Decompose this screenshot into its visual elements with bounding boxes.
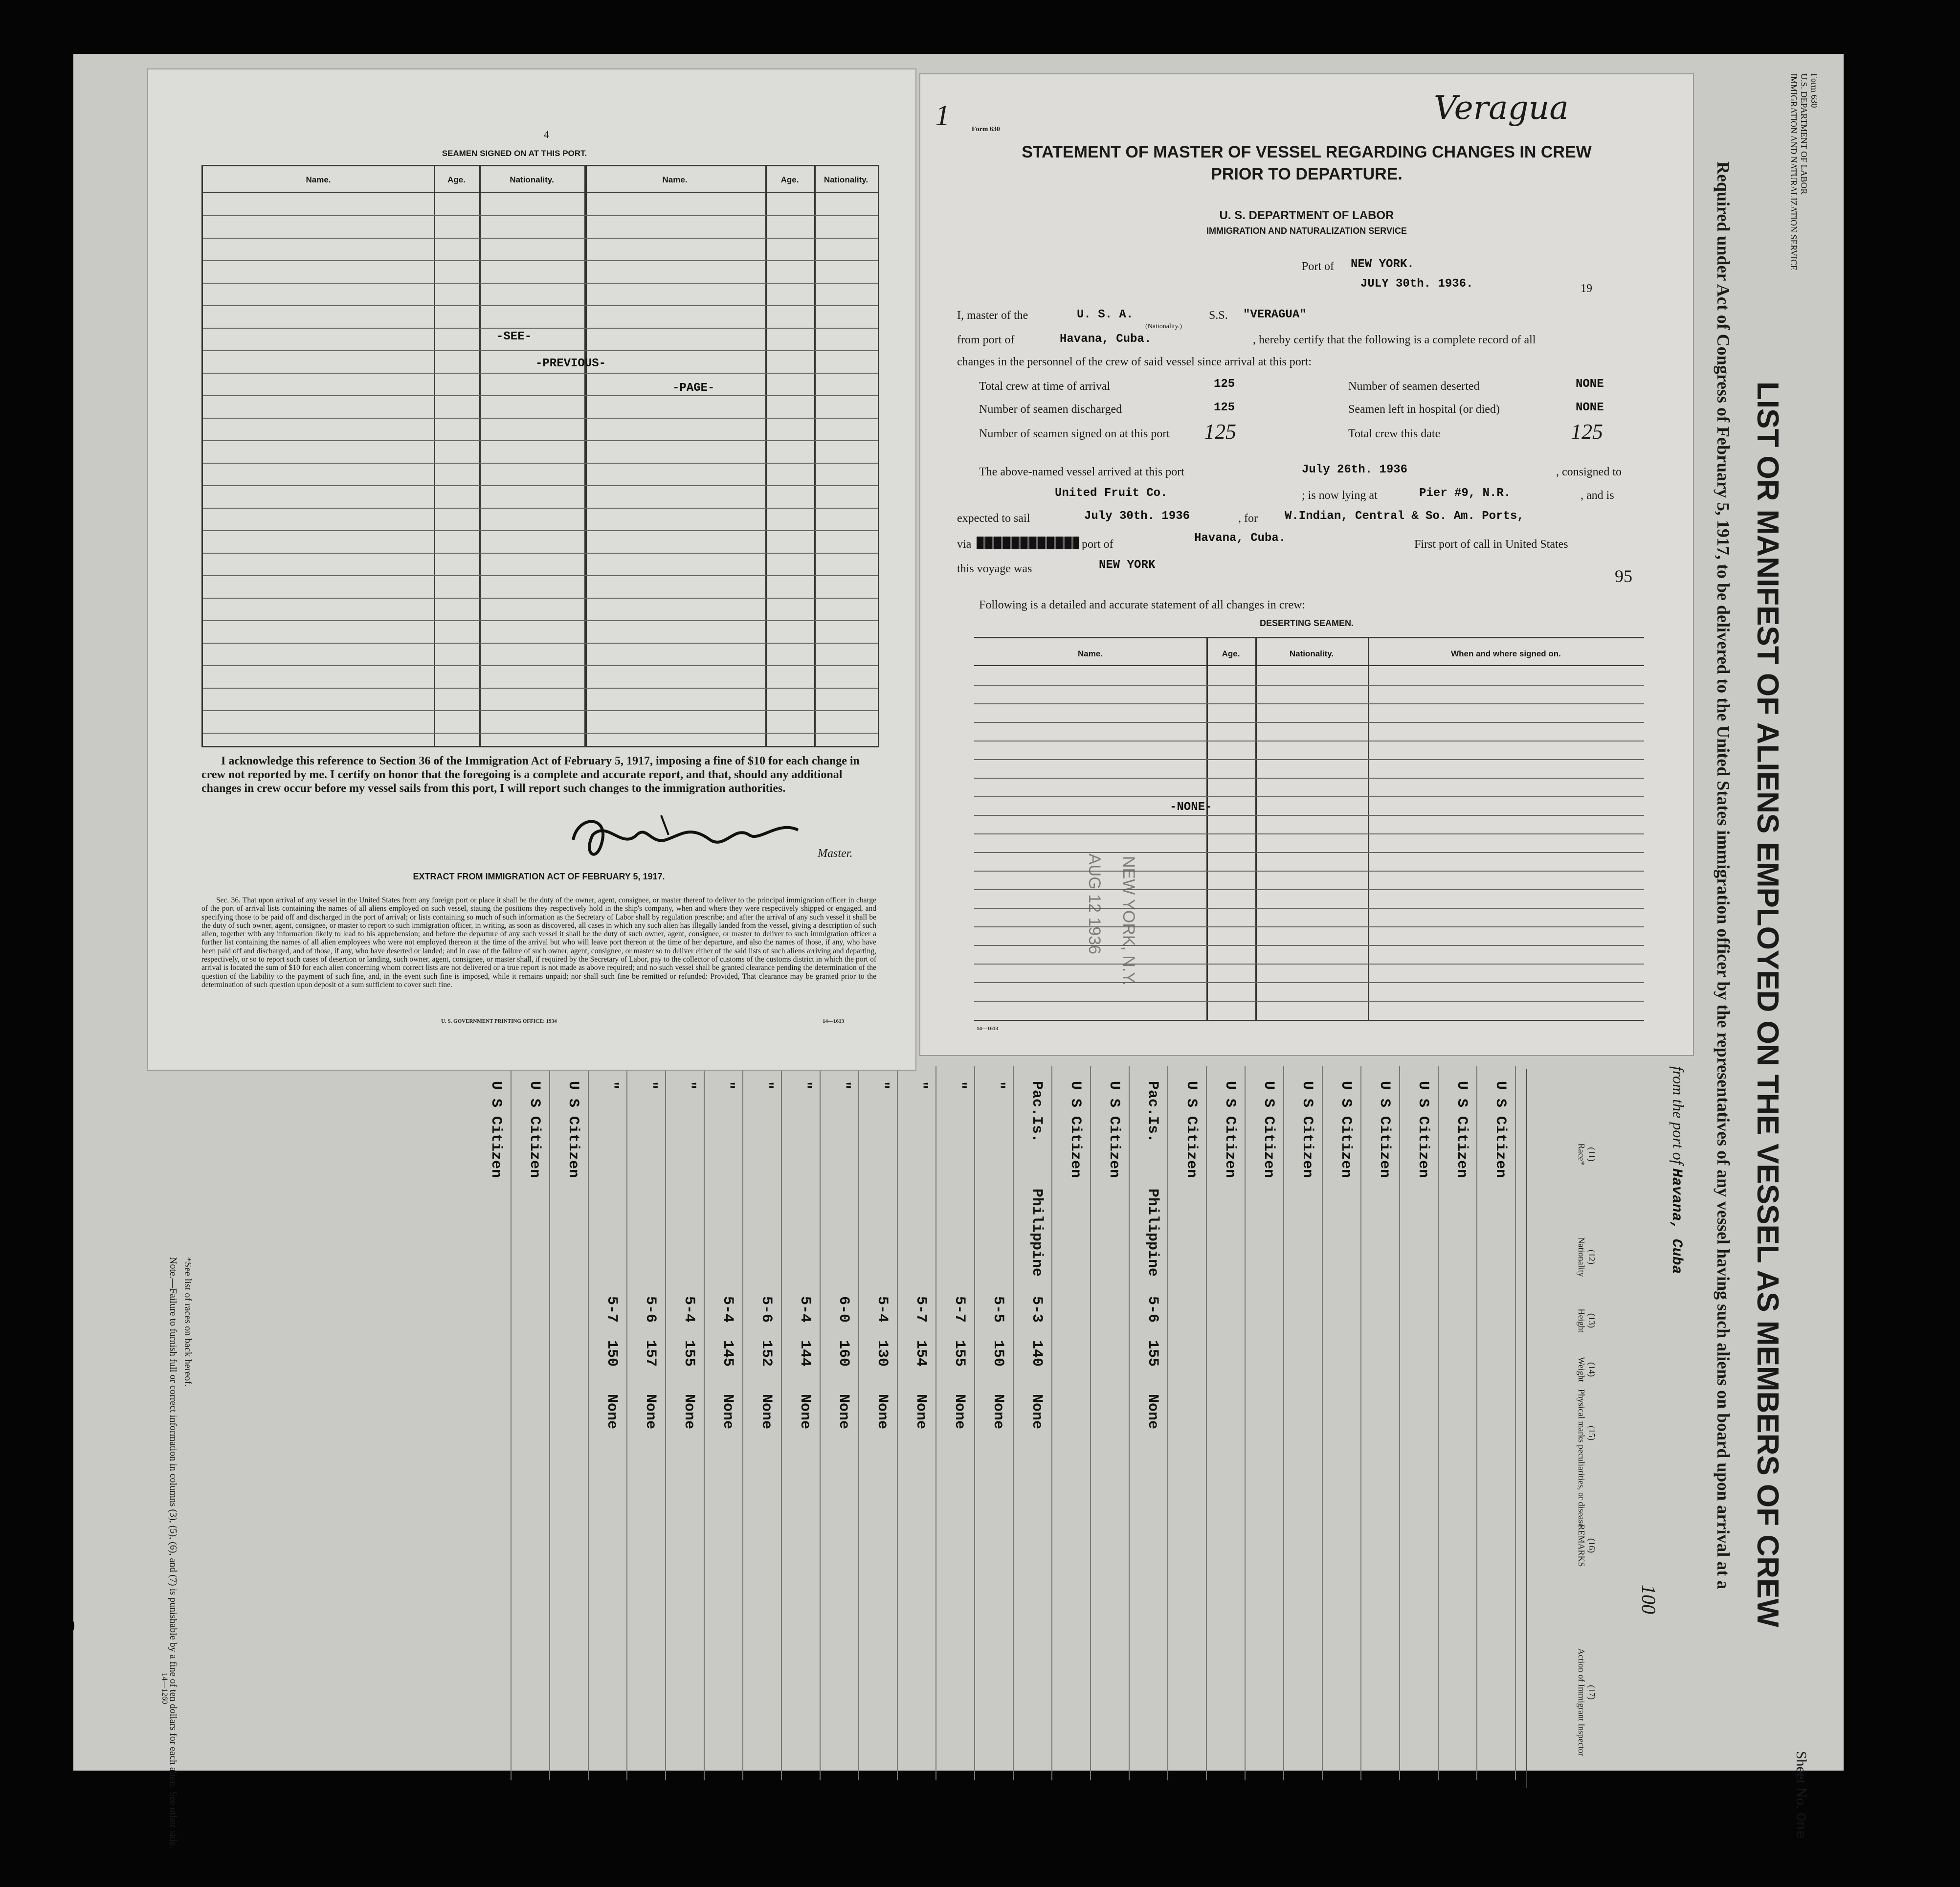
manifest-cell-marks: None	[681, 1394, 697, 1430]
statement-subtitle: PRIOR TO DEPARTURE.	[1211, 165, 1403, 183]
manifest-cell-nat: Philippine	[1028, 1189, 1045, 1277]
ruled-line	[974, 1001, 1644, 1002]
manifest-cell-race: U S Citizen	[565, 1081, 581, 1178]
manifest-row-line	[1322, 1066, 1323, 1780]
discharged-label: Number of seamen discharged	[979, 403, 1122, 416]
manifest-col-header	[1576, 1110, 1597, 1198]
ruled-line	[203, 530, 878, 531]
punch-hole	[45, 646, 68, 669]
manifest-cell-race: "	[990, 1081, 1006, 1090]
col-num: (11)	[1587, 1147, 1597, 1162]
ruled-line	[974, 871, 1644, 872]
ruled-line	[203, 305, 878, 306]
manifest-col-divider	[1526, 1069, 1557, 1788]
redacted-text	[977, 537, 1079, 549]
port-value: NEW YORK.	[1351, 258, 1414, 271]
manifest-cell-height: 5-6	[642, 1296, 659, 1323]
manifest-subtitle: Required under Act of Congress of February 5, 1917, to be delivered to the United States immigration officer by the representatives of any vessel having such aliens on board upon arrival at a	[1714, 161, 1733, 1590]
from-port-value: Havana, Cuba.	[1060, 333, 1152, 346]
desert-col-age: Age.	[1222, 649, 1240, 658]
manifest-cell-race: "	[603, 1081, 620, 1090]
voyage-label: this voyage was	[957, 562, 1032, 575]
manifest-cell-marks: None	[951, 1394, 968, 1430]
ruled-line	[974, 908, 1644, 909]
destination-value: W.Indian, Central & So. Am. Ports,	[1285, 510, 1524, 523]
ruled-line	[974, 982, 1644, 983]
manifest-row-line	[626, 1066, 627, 1780]
manifest-cell-height: 5-7	[603, 1296, 620, 1323]
manifest-row-line	[1206, 1066, 1207, 1780]
ruled-line	[203, 710, 878, 711]
manifest-cell-height: 5-7	[951, 1296, 968, 1323]
manifest-cell-race: "	[642, 1081, 659, 1090]
total-crew-value: 125	[1214, 378, 1235, 391]
manifest-cell-height: 5-6	[758, 1296, 775, 1323]
manifest-cell-marks: None	[913, 1394, 929, 1430]
handwritten-mark: 1	[935, 99, 950, 132]
entry-see: -SEE-	[496, 330, 532, 343]
col-nationality-2: Nationality.	[824, 175, 869, 184]
manifest-row-line	[858, 1066, 859, 1780]
col-label: Nationality	[1577, 1237, 1586, 1277]
ruled-line	[203, 463, 878, 464]
manifest-handwritten-number: 100	[1638, 1585, 1660, 1614]
manifest-row-line	[897, 1066, 898, 1780]
ruled-line	[203, 665, 878, 666]
manifest-cell-race: "	[797, 1081, 813, 1090]
total-date-value: 125	[1571, 420, 1603, 444]
from-port-label: from port of	[957, 334, 1015, 346]
ruled-line	[203, 575, 878, 576]
manifest-cell-race: U S Citizen	[1415, 1081, 1431, 1178]
manifest-cell-height: 5-6	[1144, 1296, 1161, 1323]
manifest-row-line	[665, 1066, 666, 1780]
location-stamp: NEW YORK, N.Y.	[1119, 856, 1138, 986]
ruled-line	[203, 508, 878, 509]
col-num: (12)	[1587, 1250, 1597, 1264]
manifest-cell-race: "	[913, 1081, 929, 1090]
manifest-cell-weight: 155	[1144, 1340, 1161, 1367]
manifest-cell-marks: None	[874, 1394, 891, 1430]
ruled-line	[974, 926, 1644, 927]
ruled-line	[203, 643, 878, 644]
manifest-cell-nat: Philippine	[1144, 1189, 1161, 1277]
changes-text: changes in the personnel of the crew of said vessel since arrival at this port:	[957, 356, 1312, 368]
entry-none: -NONE-	[1170, 801, 1212, 814]
manifest-cell-weight: 155	[681, 1340, 697, 1367]
manifest-col-header	[1576, 1502, 1597, 1590]
sheet-number: Sheet No. One	[1792, 1751, 1809, 1839]
for-label: , for	[1238, 512, 1258, 525]
manifest-cell-weight: 150	[990, 1340, 1006, 1367]
port-label: Port of	[1302, 260, 1334, 273]
manifest-cell-height: 5-4	[797, 1296, 813, 1323]
manifest-cell-weight: 152	[758, 1340, 775, 1367]
manifest-row-line	[1399, 1066, 1400, 1780]
punch-hole	[44, 293, 67, 317]
acknowledgement-text: I acknowledge this reference to Section 36 of the Immigration Act of February 5, 1917, imposing a fine of $10 for each change in crew not reported by me. I certify on honor that the foregoing is a complete and accurate report, and that, should any additional changes in crew occur before my vessel sails from this port, I will report such changes to the immigration authorities.	[201, 755, 860, 795]
manifest-footnote-1: *See list of races on back hereof.	[182, 1257, 193, 1387]
manifest-row-line	[781, 1066, 782, 1780]
arrived-value: July 26th. 1936	[1302, 463, 1408, 476]
handwritten-number-95: 95	[1615, 566, 1632, 586]
date-value: JULY 30th. 1936.	[1360, 277, 1473, 291]
manifest-row-line	[1360, 1066, 1361, 1780]
ruled-line	[203, 260, 878, 261]
department: U. S. DEPARTMENT OF LABOR	[1219, 209, 1394, 222]
col-num: (17)	[1587, 1685, 1597, 1700]
discharged-value: 125	[1214, 401, 1235, 414]
hospital-value: NONE	[1576, 401, 1604, 414]
manifest-cell-marks: None	[1028, 1394, 1045, 1430]
ss-label: S.S.	[1209, 309, 1228, 322]
manifest-row-line	[1051, 1066, 1052, 1780]
manifest-cell-race: "	[835, 1081, 852, 1090]
ruled-line	[203, 733, 878, 734]
manifest-cell-weight: 140	[1028, 1340, 1045, 1367]
deserting-table	[974, 637, 1644, 1021]
manifest-row-line	[935, 1066, 936, 1780]
manifest-cell-race: U S Citizen	[1106, 1081, 1122, 1178]
left-page	[147, 68, 916, 1071]
manifest-cell-race: Pac.Is.	[1144, 1081, 1161, 1143]
ruled-line	[974, 833, 1644, 834]
ruled-line	[203, 485, 878, 486]
ruled-line	[203, 215, 878, 216]
manifest-cell-height: 6-0	[835, 1296, 852, 1323]
via-port-label: port of	[1082, 538, 1114, 551]
col-label: Height	[1577, 1308, 1586, 1333]
manifest-cell-race: "	[758, 1081, 775, 1090]
first-port-label: First port of call in United States	[1414, 538, 1568, 551]
entry-page: -PAGE-	[672, 382, 715, 395]
manifest-row-line	[820, 1066, 821, 1780]
manifest-cell-weight: 144	[797, 1340, 813, 1367]
total-date-label: Total crew this date	[1348, 427, 1441, 440]
lying-label: ; is now lying at	[1302, 489, 1378, 502]
manifest-cell-height: 5-3	[1028, 1296, 1045, 1323]
manifest-row-line	[1167, 1066, 1168, 1780]
handwritten-ship-name: Veragua	[1434, 89, 1569, 127]
manifest-row-line	[588, 1066, 589, 1780]
via-label: via	[957, 538, 972, 551]
page-number: 4	[544, 128, 549, 140]
ruled-line	[203, 395, 878, 396]
ruled-line	[203, 418, 878, 419]
punch-hole	[41, 98, 65, 121]
manifest-cell-race: U S Citizen	[1183, 1081, 1200, 1178]
ruled-line	[974, 852, 1644, 853]
manifest-cell-race: U S Citizen	[1222, 1081, 1238, 1178]
manifest-cell-race: "	[681, 1081, 697, 1090]
nationality-caption: (Nationality.)	[1145, 323, 1182, 330]
manifest-cell-marks: None	[990, 1394, 1006, 1430]
punch-hole	[51, 1614, 74, 1638]
manifest-cell-marks: None	[719, 1394, 736, 1430]
manifest-cell-height: 5-4	[719, 1296, 736, 1323]
entry-previous: -PREVIOUS-	[535, 357, 606, 370]
manifest-cell-marks: None	[603, 1394, 620, 1430]
manifest-cell-marks: None	[642, 1394, 659, 1430]
statement-title: STATEMENT OF MASTER OF VESSEL REGARDING CHANGES IN CREW	[1022, 143, 1592, 161]
signed-on-value: 125	[1204, 420, 1236, 444]
manifest-cell-height: 5-4	[681, 1296, 697, 1323]
punch-hole	[49, 1350, 72, 1373]
year-suffix: 19	[1581, 282, 1592, 295]
nationality-value: U. S. A.	[1077, 308, 1134, 321]
col-age-2: Age.	[780, 175, 799, 184]
ruled-line	[974, 759, 1644, 760]
col-num: (13)	[1587, 1313, 1597, 1328]
printer-line: U. S. GOVERNMENT PRINTING OFFICE: 1934	[441, 1018, 557, 1024]
manifest-col-header	[1576, 1389, 1597, 1528]
manifest-cell-race: Pac.Is.	[1028, 1081, 1045, 1143]
arrived-label: The above-named vessel arrived at this port	[979, 466, 1184, 478]
manifest-cell-race: U S Citizen	[526, 1081, 543, 1178]
col-label: Action of Immigrant Inspector	[1577, 1648, 1586, 1756]
col-label: Race*	[1577, 1143, 1586, 1166]
manifest-cell-race: U S Citizen	[1260, 1081, 1277, 1178]
ruled-line	[974, 685, 1644, 686]
ruled-line	[974, 778, 1644, 779]
col-label: Weight	[1577, 1357, 1586, 1382]
manifest-row-line	[1438, 1066, 1439, 1780]
manifest-form-no: Form 630 U.S. DEPARTMENT OF LABOR IMMIGRATION AND NATURALIZATION SERVICE	[1789, 73, 1819, 271]
ruled-line	[974, 722, 1644, 723]
col-num: (16)	[1587, 1538, 1597, 1553]
ruled-line	[203, 598, 878, 599]
manifest-row-line	[1515, 1066, 1516, 1780]
manifest-cell-race: U S Citizen	[1299, 1081, 1315, 1178]
manifest-cell-race: U S Citizen	[1067, 1081, 1084, 1178]
manifest-cell-height: 5-4	[874, 1296, 891, 1323]
ruled-line	[203, 238, 878, 239]
ruled-line	[974, 815, 1644, 816]
col-label: Physical marks peculiarities, or disease	[1577, 1389, 1586, 1528]
manifest-row-line	[974, 1066, 975, 1780]
sail-value: July 30th. 1936	[1084, 510, 1190, 523]
seamen-signed-title: SEAMEN SIGNED ON AT THIS PORT.	[442, 149, 587, 158]
ruled-line	[203, 620, 878, 621]
punch-hole	[47, 763, 70, 786]
manifest-row-line	[1283, 1066, 1284, 1780]
manifest-row-line	[704, 1066, 705, 1780]
manifest-row-line	[1476, 1066, 1477, 1780]
manifest-cell-race: "	[874, 1081, 891, 1090]
ruled-line	[203, 688, 878, 689]
col-age-1: Age.	[447, 175, 466, 184]
manifest-cell-weight: 130	[874, 1340, 891, 1367]
col-label: REMARKS	[1577, 1524, 1586, 1567]
ruled-line	[974, 945, 1644, 946]
col-num: (15)	[1587, 1426, 1597, 1440]
manifest-cell-weight: 160	[835, 1340, 852, 1367]
manifest-cell-race: U S Citizen	[1492, 1081, 1509, 1178]
master-of-label: I, master of the	[957, 309, 1028, 322]
ruled-line	[203, 440, 878, 441]
signed-on-label: Number of seamen signed on at this port	[979, 427, 1170, 440]
manifest-col-header	[1576, 1648, 1597, 1756]
desert-col-signed-on: When and where signed on.	[1451, 649, 1561, 658]
deserted-label: Number of seamen deserted	[1348, 380, 1480, 393]
col-name-2: Name.	[662, 175, 688, 184]
signed-on-table	[201, 165, 879, 747]
manifest-row-line	[1245, 1066, 1246, 1780]
ruled-line	[974, 964, 1644, 965]
manifest-cell-weight: 154	[913, 1340, 929, 1367]
extract-title: EXTRACT FROM IMMIGRATION ACT OF FEBRUARY 5, 1917.	[413, 872, 665, 881]
manifest-cell-race: U S Citizen	[1453, 1081, 1470, 1178]
deserted-value: NONE	[1576, 378, 1604, 391]
extract-text: Sec. 36. That upon arrival of any vessel in the United States from any foreign port or place it shall be the duty of the owner, agent, consignee, or master thereof to deliver to the principal immigration officer in charge of the port of arrival lists containing the names of all aliens employed on such vessel, stating the positions they respectively hold in the ship's company, when and where they were respectively shipped or engaged, and specifying those to be paid off and discharged in the port of arrival; or lists containing so much of such information as the Secretary of Labor shall by regulation prescribe; and after the arrival of any such vessel it shall be the duty of such owner, agent, consignee, or master to report to such immigration officer, in writing, as soon as discovered, all cases in which any such alien has illegally landed from the vessel, giving a description of such alien, together with any information likely to lead to his apprehension; and before the departure of any such vessel it shall be the duty of such owner, agent, consignee, or master to deliver to such immigration officer a further list containing the names of all alien employees who were not employed thereon at the time of the arrival but who will leave port thereon at the time of her departure, and also the names of those, if any, who have been paid off and discharged, and of those, if any, who have deserted or landed; and in case of the failure of such owner, agent, consignee, or master so to deliver either of the said lists of such aliens arriving and departing, respectively, or so to report such cases of desertion or landing, such owner, agent, consignee, or master shall, if required by the Secretary of Labor, pay to the collector of customs of the customs district in which the port of arrival is located the sum of $10 for each alien concerning whom correct lists are not delivered or a true report is not made as above required; and no such vessel shall be granted clearance pending the determination of the question of the liability to the payment of such fine, and, in the event such fine is imposed, while it remains unpaid; nor shall such fine be remitted or refunded: Provided, That clearance may be granted prior to the determination of such question upon deposit of a sum sufficient to cover such fine.	[201, 896, 876, 989]
desert-col-name: Name.	[1077, 649, 1103, 658]
manifest-cell-race: "	[719, 1081, 736, 1090]
col-name-1: Name.	[306, 175, 331, 184]
punch-hole	[43, 572, 67, 596]
total-crew-label: Total crew at time of arrival	[979, 380, 1111, 393]
manifest-cell-weight: 145	[719, 1340, 736, 1367]
following-text: Following is a detailed and accurate statement of all changes in crew:	[979, 599, 1306, 611]
manifest-row-line	[1013, 1066, 1014, 1780]
manifest-cell-marks: None	[1144, 1394, 1161, 1430]
master-signature	[563, 806, 818, 864]
manifest-cell-marks: None	[797, 1394, 813, 1430]
col-nationality-1: Nationality.	[510, 175, 554, 184]
manifest-row-line	[511, 1066, 512, 1780]
right-page	[919, 73, 1694, 1056]
service: IMMIGRATION AND NATURALIZATION SERVICE	[1206, 226, 1407, 236]
voyage-value: NEW YORK	[1099, 559, 1156, 572]
ruled-line	[203, 350, 878, 351]
manifest-footnote-2: Note.—Failure to furnish full or correct information in columns (3), (5), (6), and (7) is punishable by a fine of ten dollars for each alien. See other side.	[168, 1257, 178, 1849]
manifest-cell-weight: 155	[951, 1340, 968, 1367]
hospital-label: Seamen left in hospital (or died)	[1348, 403, 1500, 416]
manifest-row-line	[742, 1066, 743, 1780]
manifest-cell-height: 5-7	[913, 1296, 929, 1323]
manifest-cell-race: U S Citizen	[488, 1081, 504, 1178]
manifest-cell-race: U S Citizen	[1376, 1081, 1393, 1178]
master-label: Master.	[818, 847, 853, 860]
ruled-line	[974, 796, 1644, 797]
ruled-line	[203, 553, 878, 554]
consigned-label: , consigned to	[1556, 466, 1622, 478]
desert-col-nationality: Nationality.	[1289, 649, 1334, 658]
manifest-form-code: 14—1260	[160, 1673, 169, 1704]
ruled-line	[974, 889, 1644, 890]
manifest-row-line	[549, 1066, 550, 1780]
manifest-cell-weight: 150	[603, 1340, 620, 1367]
manifest-cell-marks: None	[758, 1394, 775, 1430]
form-number: Form 630	[972, 126, 1000, 133]
ruled-line	[203, 328, 878, 329]
ruled-line	[203, 373, 878, 374]
sail-label: expected to sail	[957, 512, 1030, 525]
consignee-value: United Fruit Co.	[1055, 487, 1168, 500]
col-num: (14)	[1587, 1362, 1597, 1377]
manifest-cell-weight: 157	[642, 1340, 659, 1367]
from-port-line: from the port of Havana, Cuba	[1668, 1066, 1687, 1274]
ship-name: "VERAGUA"	[1243, 308, 1307, 321]
left-form-code: 14—1613	[823, 1018, 844, 1024]
manifest-title: LIST OR MANIFEST OF ALIENS EMPLOYED ON THE VESSEL AS MEMBERS OF CREW	[1751, 382, 1784, 1627]
manifest-cell-race: U S Citizen	[1337, 1081, 1354, 1178]
lying-value: Pier #9, N.R.	[1419, 487, 1511, 500]
manifest-cell-race: "	[951, 1081, 968, 1090]
right-form-code: 14—1613	[977, 1026, 998, 1032]
and-is-label: , and is	[1581, 489, 1614, 502]
manifest-row-line	[1129, 1066, 1130, 1780]
ruled-line	[203, 283, 878, 284]
manifest-row-line	[1090, 1066, 1091, 1780]
ruled-line	[974, 703, 1644, 704]
certify-text: , hereby certify that the following is a complete record of all	[1253, 334, 1536, 346]
date-stamp: AUG 12 1936	[1085, 854, 1104, 955]
manifest-cell-height: 5-5	[990, 1296, 1006, 1323]
punch-hole	[49, 1125, 72, 1148]
manifest-cell-marks: None	[835, 1394, 852, 1430]
deserting-title: DESERTING SEAMEN.	[1259, 618, 1354, 628]
via-port-value: Havana, Cuba.	[1194, 532, 1286, 545]
